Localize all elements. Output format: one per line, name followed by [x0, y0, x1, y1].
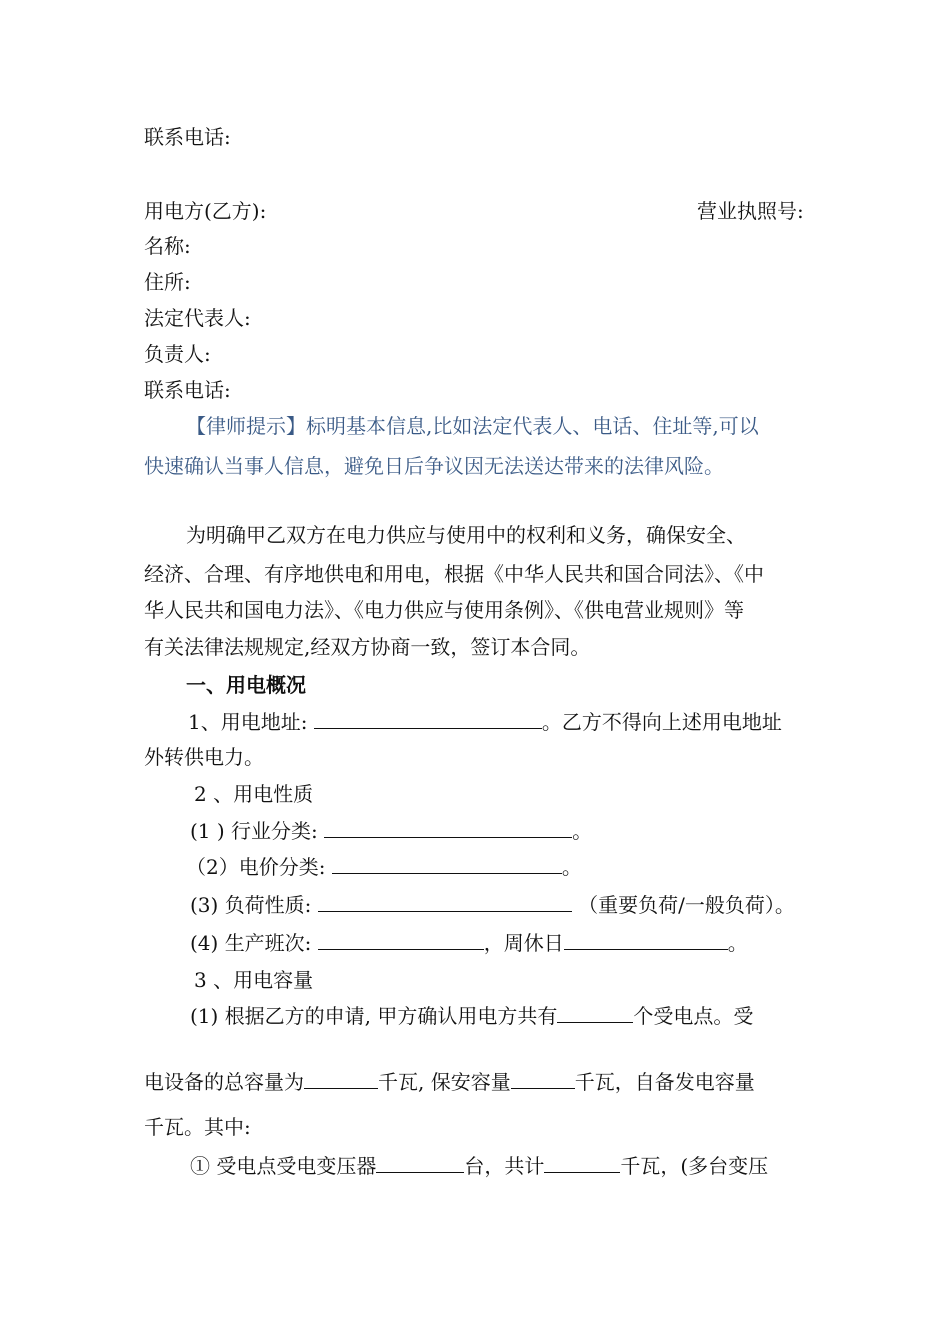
- intro-line-1: 为明确甲乙双方在电力供应与使用中的权利和义务，确保安全、: [186, 523, 746, 547]
- load-blank[interactable]: [318, 891, 572, 912]
- shift-period: 。: [727, 931, 748, 955]
- transformer-count-blank[interactable]: [376, 1152, 464, 1173]
- party-b-license: 营业执照号:: [697, 199, 804, 223]
- security-capacity-label: 千瓦, 保安容量: [378, 1070, 511, 1094]
- capacity-title: 3 、用电容量: [194, 968, 314, 992]
- self-gen-capacity-label: 千瓦，自备发电容量: [574, 1070, 755, 1094]
- load-row: [190, 891, 795, 918]
- security-capacity-blank[interactable]: [511, 1068, 575, 1089]
- transformer-label: ① 受电点受电变压器: [190, 1154, 377, 1178]
- transformer-total-label: 台，共计: [464, 1154, 545, 1178]
- capacity-points-blank[interactable]: [557, 1002, 633, 1023]
- price-period: 。: [561, 855, 582, 879]
- party-b-heading: 用电方(乙方):: [144, 199, 267, 223]
- industry-row: [190, 817, 592, 844]
- lawyer-tip-line2: 快速确认当事人信息，避免日后争议因无法送达带来的法律风险。: [144, 454, 724, 478]
- party-b-address: 住所:: [144, 270, 191, 294]
- total-capacity-label: 电设备的总容量为: [144, 1070, 304, 1094]
- capacity-line-2: [144, 1068, 755, 1095]
- price-label: （2）电价分类:: [186, 855, 326, 879]
- lawyer-tip: [186, 413, 759, 439]
- capacity-points-label: (1) 根据乙方的申请, 甲方确认用电方共有: [190, 1004, 558, 1028]
- capacity-line-4: [190, 1152, 768, 1179]
- load-options: （重要负荷/一般负荷）。: [578, 893, 795, 917]
- capacity-line-3: 千瓦。其中:: [144, 1115, 251, 1139]
- party-a-phone: 联系电话:: [144, 125, 231, 149]
- industry-label: (1 ) 行业分类:: [190, 819, 318, 843]
- intro-line-4: 有关法律法规规定,经双方协商一致，签订本合同。: [144, 635, 591, 659]
- usage-nature-title: 2 、用电性质: [194, 782, 314, 806]
- usage-address-label: 1、用电地址:: [188, 710, 308, 734]
- intro-line-3: 华人民共和国电力法》、《电力供应与使用条例》、《供电营业规则》等: [144, 598, 744, 622]
- price-row: [186, 853, 582, 880]
- shift-blank[interactable]: [318, 929, 484, 950]
- intro-line-2: 经济、合理、有序地供电和用电，根据《中华人民共和国合同法》、《中: [144, 562, 764, 586]
- party-b-manager: 负责人:: [144, 342, 211, 366]
- section-1-title: 一、用电概况: [186, 673, 306, 697]
- transformer-tail: 千瓦，(多台变压: [620, 1154, 769, 1178]
- transformer-total-blank[interactable]: [544, 1152, 620, 1173]
- capacity-points-tail: 个受电点。受: [633, 1004, 754, 1028]
- industry-period: 。: [572, 819, 593, 843]
- party-b-legal-rep: 法定代表人:: [144, 306, 251, 330]
- industry-blank[interactable]: [324, 817, 572, 838]
- usage-address-tail2: 外转供电力。: [144, 745, 264, 769]
- price-blank[interactable]: [332, 853, 562, 874]
- lawyer-tip-line1: 标明基本信息,比如法定代表人、电话、住址等,可以: [306, 414, 759, 438]
- load-label: (3) 负荷性质:: [190, 893, 312, 917]
- lawyer-tip-tag: 【律师提示】: [186, 414, 306, 438]
- party-b-phone: 联系电话:: [144, 378, 231, 402]
- shift-label: (4) 生产班次:: [190, 931, 312, 955]
- usage-address-tail: 。乙方不得向上述用电地址: [541, 710, 782, 734]
- shift-row: [190, 929, 748, 956]
- total-capacity-blank[interactable]: [304, 1068, 378, 1089]
- weekend-label: ，周休日: [483, 931, 564, 955]
- usage-address: [188, 708, 782, 735]
- weekend-blank[interactable]: [564, 929, 728, 950]
- capacity-line-1: [190, 1002, 753, 1029]
- party-b-name: 名称:: [144, 234, 191, 258]
- usage-address-blank[interactable]: [314, 708, 542, 729]
